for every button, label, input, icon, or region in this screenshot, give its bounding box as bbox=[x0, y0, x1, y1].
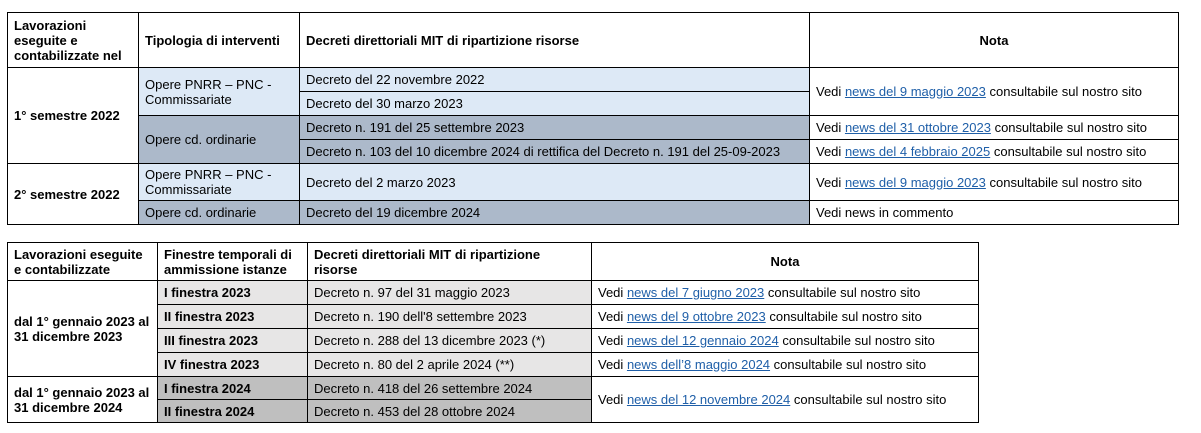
decree-cell: Decreto n. 97 del 31 maggio 2023 bbox=[308, 281, 592, 305]
note-prefix: Vedi bbox=[598, 357, 624, 372]
note-suffix: consultabile sul nostro sito bbox=[793, 392, 947, 407]
header-period: Lavorazioni eseguite e contabilizzate bbox=[8, 243, 158, 281]
type-ordinarie: Opere cd. ordinarie bbox=[139, 116, 300, 164]
note-cell bbox=[592, 377, 979, 423]
note-cell bbox=[810, 140, 1179, 164]
note-cell bbox=[810, 116, 1179, 140]
type-pnrr: Opere PNRR – PNC - Commissariate bbox=[139, 164, 300, 201]
note-suffix: consultabile sul nostro sito bbox=[993, 144, 1147, 159]
window-cell: III finestra 2023 bbox=[158, 329, 308, 353]
note-prefix: Vedi bbox=[816, 174, 842, 190]
note-prefix: Vedi bbox=[816, 120, 842, 135]
news-link[interactable]: news del 4 febbraio 2025 bbox=[844, 144, 991, 159]
news-link[interactable]: news del 9 ottobre 2023 bbox=[626, 309, 766, 324]
note-suffix: consultabile sul nostro sito bbox=[767, 285, 921, 300]
window-cell: I finestra 2024 bbox=[158, 377, 308, 400]
news-link[interactable]: news dell’8 maggio 2024 bbox=[626, 357, 771, 372]
header-windows: Finestre temporali di ammissione istanze bbox=[158, 243, 308, 281]
news-link[interactable]: news del 12 novembre 2024 bbox=[626, 392, 791, 407]
decree-cell: Decreto n. 191 del 25 settembre 2023 bbox=[300, 116, 810, 140]
decree-cell: Decreto n. 103 del 10 dicembre 2024 di rettifica del Decreto n. 191 del 25-09-2023 bbox=[300, 140, 810, 164]
window-cell: IV finestra 2023 bbox=[158, 353, 308, 377]
decree-cell: Decreto del 30 marzo 2023 bbox=[300, 92, 810, 116]
note-cell bbox=[592, 305, 979, 329]
note-prefix: Vedi bbox=[816, 84, 842, 99]
period-s1-2022: 1° semestre 2022 bbox=[8, 68, 139, 164]
period-2024: dal 1° gennaio 2023 al 31 dicembre 2024 bbox=[8, 377, 158, 423]
decree-cell: Decreto n. 418 del 26 settembre 2024 bbox=[308, 377, 592, 400]
news-link[interactable]: news del 31 ottobre 2023 bbox=[844, 120, 991, 135]
note-suffix: consultabile sul nostro sito bbox=[994, 120, 1148, 135]
decree-cell: Decreto del 22 novembre 2022 bbox=[300, 68, 810, 92]
header-type: Tipologia di interventi bbox=[139, 13, 300, 68]
header-period: Lavorazioni eseguite e contabilizzate nel bbox=[8, 13, 139, 68]
news-link[interactable]: news del 9 maggio 2023 bbox=[844, 84, 986, 99]
decree-cell: Decreto n. 288 del 13 dicembre 2023 (*) bbox=[308, 329, 592, 353]
note-suffix: consultabile sul nostro sito bbox=[989, 174, 1142, 190]
header-decrees: Decreti direttoriali MIT di ripartizione risorse bbox=[308, 243, 592, 281]
window-cell: II finestra 2023 bbox=[158, 305, 308, 329]
note-prefix: Vedi bbox=[598, 333, 624, 348]
note-suffix: consultabile sul nostro sito bbox=[989, 84, 1142, 99]
news-link[interactable]: news del 9 maggio 2023 bbox=[844, 174, 986, 190]
type-ordinarie: Opere cd. ordinarie bbox=[139, 201, 300, 225]
decree-cell: Decreto del 19 dicembre 2024 bbox=[300, 201, 810, 225]
header-note: Nota bbox=[592, 243, 979, 281]
period-s2-2022: 2° semestre 2022 bbox=[8, 164, 139, 225]
note-suffix: consultabile sul nostro sito bbox=[782, 333, 935, 348]
decree-cell: Decreto n. 80 del 2 aprile 2024 (**) bbox=[308, 353, 592, 377]
note-cell: Vedi news in commento bbox=[810, 201, 1179, 225]
news-link[interactable]: news del 12 gennaio 2024 bbox=[626, 333, 779, 348]
note-cell bbox=[810, 68, 1179, 116]
news-link[interactable]: news del 7 giugno 2023 bbox=[626, 285, 765, 300]
note-prefix: Vedi bbox=[598, 309, 624, 324]
decree-cell: Decreto del 2 marzo 2023 bbox=[300, 164, 810, 201]
decree-cell: Decreto n. 453 del 28 ottobre 2024 bbox=[308, 400, 592, 423]
note-suffix: consultabile sul nostro sito bbox=[773, 357, 927, 372]
note-cell bbox=[592, 353, 979, 377]
note-cell bbox=[810, 164, 1179, 201]
note-prefix: Vedi bbox=[598, 285, 624, 300]
window-cell: I finestra 2023 bbox=[158, 281, 308, 305]
header-note: Nota bbox=[810, 13, 1179, 68]
decrees-table-2022 bbox=[7, 12, 1179, 225]
note-prefix: Vedi bbox=[816, 144, 842, 159]
note-cell bbox=[592, 329, 979, 353]
note-prefix: Vedi bbox=[598, 392, 624, 407]
header-decrees: Decreti direttoriali MIT di ripartizione risorse bbox=[300, 13, 810, 68]
type-pnrr: Opere PNRR – PNC - Commissariate bbox=[139, 68, 300, 116]
decrees-table-2023-2024 bbox=[7, 242, 979, 423]
window-cell: II finestra 2024 bbox=[158, 400, 308, 423]
note-cell bbox=[592, 281, 979, 305]
period-2023: dal 1° gennaio 2023 al 31 dicembre 2023 bbox=[8, 281, 158, 377]
note-suffix: consultabile sul nostro sito bbox=[769, 309, 922, 324]
decree-cell: Decreto n. 190 dell'8 settembre 2023 bbox=[308, 305, 592, 329]
